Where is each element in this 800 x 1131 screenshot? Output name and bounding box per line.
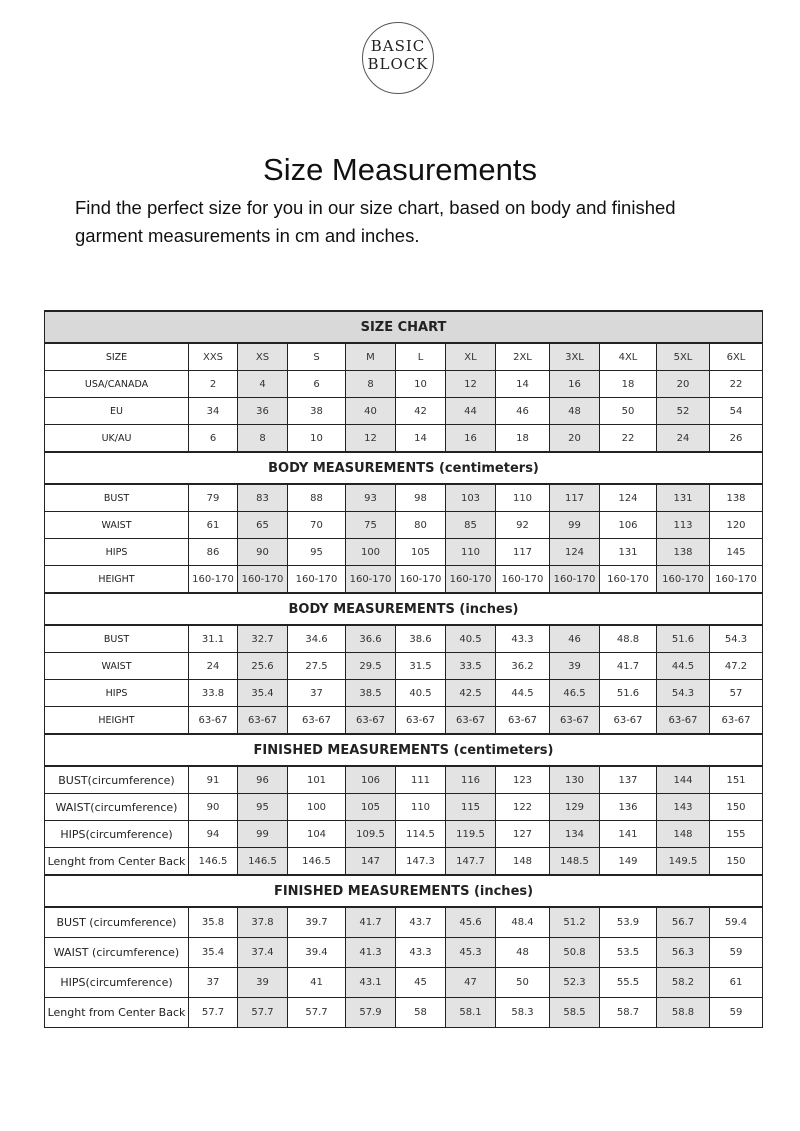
table-cell: 134 xyxy=(550,821,600,848)
measurement-row xyxy=(45,821,763,848)
table-cell: 46.5 xyxy=(550,680,600,707)
table-cell: 58.3 xyxy=(496,998,550,1028)
table-cell: 63-67 xyxy=(657,707,710,735)
size-chart-table xyxy=(44,310,763,1028)
measurement-row xyxy=(45,539,763,566)
table-cell: 98 xyxy=(396,484,446,512)
table-cell: 48 xyxy=(496,938,550,968)
table-cell: 18 xyxy=(600,371,657,398)
logo-line-1: BASIC xyxy=(370,37,426,55)
row-label: BUST xyxy=(45,484,189,512)
table-cell: 109.5 xyxy=(346,821,396,848)
table-cell: 48.4 xyxy=(496,907,550,938)
table-cell: 147.7 xyxy=(446,848,496,876)
table-cell: 90 xyxy=(189,794,238,821)
table-cell: 58.1 xyxy=(446,998,496,1028)
table-cell: 117 xyxy=(550,484,600,512)
table-cell: 138 xyxy=(657,539,710,566)
table-cell: 40.5 xyxy=(446,625,496,653)
table-cell: 141 xyxy=(600,821,657,848)
table-cell: 149 xyxy=(600,848,657,876)
table-cell: 46 xyxy=(496,398,550,425)
measurement-row xyxy=(45,998,763,1028)
table-cell: 35.8 xyxy=(189,907,238,938)
table-cell: 36.2 xyxy=(496,653,550,680)
table-cell: 26 xyxy=(710,425,763,453)
table-cell: 122 xyxy=(496,794,550,821)
table-cell: 4 xyxy=(238,371,288,398)
row-label: BUST (circumference) xyxy=(45,907,189,938)
table-cell: 116 xyxy=(446,766,496,794)
table-cell: 160-170 xyxy=(600,566,657,594)
table-cell: 124 xyxy=(600,484,657,512)
table-cell: 63-67 xyxy=(550,707,600,735)
table-cell: 149.5 xyxy=(657,848,710,876)
table-cell: 38 xyxy=(288,398,346,425)
table-cell: 44 xyxy=(446,398,496,425)
table-cell: 115 xyxy=(446,794,496,821)
table-cell: 111 xyxy=(396,766,446,794)
table-cell: 10 xyxy=(396,371,446,398)
table-cell: 150 xyxy=(710,794,763,821)
table-cell: 147 xyxy=(346,848,396,876)
table-cell: 32.7 xyxy=(238,625,288,653)
table-cell: 119.5 xyxy=(446,821,496,848)
table-cell: 52 xyxy=(657,398,710,425)
conversion-row xyxy=(45,371,763,398)
table-cell: 47.2 xyxy=(710,653,763,680)
table-cell: 27.5 xyxy=(288,653,346,680)
table-cell: 160-170 xyxy=(446,566,496,594)
table-cell: 50.8 xyxy=(550,938,600,968)
table-cell: 33.8 xyxy=(189,680,238,707)
section-header xyxy=(45,593,763,625)
table-cell: 46 xyxy=(550,625,600,653)
table-cell: 146.5 xyxy=(288,848,346,876)
table-cell: L xyxy=(396,343,446,371)
table-cell: 43.3 xyxy=(496,625,550,653)
table-cell: 146.5 xyxy=(189,848,238,876)
table-cell: 31.1 xyxy=(189,625,238,653)
table-cell: 47 xyxy=(446,968,496,998)
table-cell: 44.5 xyxy=(657,653,710,680)
table-cell: 16 xyxy=(446,425,496,453)
row-label: HEIGHT xyxy=(45,707,189,735)
table-cell: 58 xyxy=(396,998,446,1028)
table-cell: 63-67 xyxy=(288,707,346,735)
table-cell: 14 xyxy=(396,425,446,453)
table-cell: 113 xyxy=(657,512,710,539)
table-cell: 105 xyxy=(346,794,396,821)
table-cell: 24 xyxy=(657,425,710,453)
measurement-row xyxy=(45,653,763,680)
row-label: Lenght from Center Back xyxy=(45,848,189,876)
table-cell: 10 xyxy=(288,425,346,453)
table-cell: 45.6 xyxy=(446,907,496,938)
table-cell: 41.7 xyxy=(600,653,657,680)
table-cell: 52.3 xyxy=(550,968,600,998)
size-chart-header xyxy=(45,311,763,343)
table-cell: 42.5 xyxy=(446,680,496,707)
table-cell: 48 xyxy=(550,398,600,425)
table-cell: 83 xyxy=(238,484,288,512)
table-cell: 129 xyxy=(550,794,600,821)
table-cell: 137 xyxy=(600,766,657,794)
table-cell: 16 xyxy=(550,371,600,398)
table-cell: 120 xyxy=(710,512,763,539)
table-cell: 160-170 xyxy=(238,566,288,594)
table-cell: 99 xyxy=(238,821,288,848)
table-cell: 34.6 xyxy=(288,625,346,653)
size-chart-header-cell: SIZE CHART xyxy=(45,311,763,343)
section-header xyxy=(45,452,763,484)
section-header-cell: FINISHED MEASUREMENTS (inches) xyxy=(45,875,763,907)
table-cell: 39.7 xyxy=(288,907,346,938)
section-header xyxy=(45,875,763,907)
row-label: HEIGHT xyxy=(45,566,189,594)
table-cell: 91 xyxy=(189,766,238,794)
table-cell: 6 xyxy=(189,425,238,453)
row-label: USA/CANADA xyxy=(45,371,189,398)
table-cell: 58.8 xyxy=(657,998,710,1028)
table-cell: 41 xyxy=(288,968,346,998)
table-cell: 58.5 xyxy=(550,998,600,1028)
table-cell: 148.5 xyxy=(550,848,600,876)
table-cell: 127 xyxy=(496,821,550,848)
table-cell: 131 xyxy=(600,539,657,566)
table-cell: 59.4 xyxy=(710,907,763,938)
table-cell: 150 xyxy=(710,848,763,876)
table-cell: 50 xyxy=(600,398,657,425)
table-cell: 40.5 xyxy=(396,680,446,707)
table-cell: 3XL xyxy=(550,343,600,371)
table-cell: 59 xyxy=(710,998,763,1028)
table-cell: 51.6 xyxy=(657,625,710,653)
table-cell: 57.9 xyxy=(346,998,396,1028)
table-cell: 29.5 xyxy=(346,653,396,680)
table-cell: 2XL xyxy=(496,343,550,371)
table-cell: 100 xyxy=(346,539,396,566)
table-cell: 148 xyxy=(657,821,710,848)
table-cell: 114.5 xyxy=(396,821,446,848)
table-cell: 41.3 xyxy=(346,938,396,968)
logo-line-2: BLOCK xyxy=(367,55,429,73)
section-header-cell: FINISHED MEASUREMENTS (centimeters) xyxy=(45,734,763,766)
table-cell: 146.5 xyxy=(238,848,288,876)
table-cell: 43.3 xyxy=(396,938,446,968)
measurement-row xyxy=(45,968,763,998)
table-cell: 61 xyxy=(710,968,763,998)
table-cell: 55.5 xyxy=(600,968,657,998)
table-cell: 53.5 xyxy=(600,938,657,968)
table-cell: 90 xyxy=(238,539,288,566)
table-cell: 104 xyxy=(288,821,346,848)
table-cell: M xyxy=(346,343,396,371)
table-cell: 20 xyxy=(657,371,710,398)
table-cell: 145 xyxy=(710,539,763,566)
table-cell: 136 xyxy=(600,794,657,821)
row-label: WAIST (circumference) xyxy=(45,938,189,968)
table-cell: 160-170 xyxy=(550,566,600,594)
table-cell: 36.6 xyxy=(346,625,396,653)
table-cell: 39 xyxy=(550,653,600,680)
table-cell: 123 xyxy=(496,766,550,794)
table-cell: 110 xyxy=(446,539,496,566)
table-cell: 4XL xyxy=(600,343,657,371)
table-cell: 63-67 xyxy=(446,707,496,735)
table-cell: 35.4 xyxy=(238,680,288,707)
measurement-row xyxy=(45,484,763,512)
table-cell: 36 xyxy=(238,398,288,425)
table-cell: 59 xyxy=(710,938,763,968)
table-cell: 39 xyxy=(238,968,288,998)
row-label: BUST xyxy=(45,625,189,653)
sizes-row xyxy=(45,343,763,371)
table-cell: 117 xyxy=(496,539,550,566)
row-label: HIPS xyxy=(45,680,189,707)
table-cell: 75 xyxy=(346,512,396,539)
table-cell: 31.5 xyxy=(396,653,446,680)
table-cell: S xyxy=(288,343,346,371)
row-label: WAIST(circumference) xyxy=(45,794,189,821)
table-cell: 45 xyxy=(396,968,446,998)
row-label: SIZE xyxy=(45,343,189,371)
brand-logo xyxy=(362,22,434,94)
row-label: UK/AU xyxy=(45,425,189,453)
table-cell: 80 xyxy=(396,512,446,539)
measurement-row xyxy=(45,707,763,735)
table-cell: 37.4 xyxy=(238,938,288,968)
table-cell: 160-170 xyxy=(710,566,763,594)
table-cell: 54 xyxy=(710,398,763,425)
measurement-row xyxy=(45,625,763,653)
section-header-cell: BODY MEASUREMENTS (inches) xyxy=(45,593,763,625)
table-cell: 34 xyxy=(189,398,238,425)
table-cell: 57.7 xyxy=(238,998,288,1028)
row-label: WAIST xyxy=(45,653,189,680)
table-cell: 106 xyxy=(600,512,657,539)
table-cell: 25.6 xyxy=(238,653,288,680)
table-cell: 33.5 xyxy=(446,653,496,680)
row-label: Lenght from Center Back xyxy=(45,998,189,1028)
table-cell: 95 xyxy=(288,539,346,566)
table-cell: 22 xyxy=(710,371,763,398)
table-cell: 61 xyxy=(189,512,238,539)
table-cell: 124 xyxy=(550,539,600,566)
table-cell: 50 xyxy=(496,968,550,998)
table-cell: 65 xyxy=(238,512,288,539)
table-cell: 58.2 xyxy=(657,968,710,998)
table-cell: 37.8 xyxy=(238,907,288,938)
table-cell: 151 xyxy=(710,766,763,794)
table-cell: 160-170 xyxy=(189,566,238,594)
table-cell: 96 xyxy=(238,766,288,794)
table-cell: 35.4 xyxy=(189,938,238,968)
measurement-row xyxy=(45,938,763,968)
table-cell: 63-67 xyxy=(600,707,657,735)
table-cell: 88 xyxy=(288,484,346,512)
row-label: BUST(circumference) xyxy=(45,766,189,794)
table-cell: 8 xyxy=(238,425,288,453)
table-cell: 45.3 xyxy=(446,938,496,968)
table-cell: 70 xyxy=(288,512,346,539)
table-cell: 38.5 xyxy=(346,680,396,707)
table-cell: 18 xyxy=(496,425,550,453)
table-cell: 43.7 xyxy=(396,907,446,938)
table-cell: 79 xyxy=(189,484,238,512)
table-cell: 63-67 xyxy=(710,707,763,735)
table-cell: 37 xyxy=(288,680,346,707)
table-cell: 48.8 xyxy=(600,625,657,653)
table-cell: 42 xyxy=(396,398,446,425)
table-cell: 57.7 xyxy=(189,998,238,1028)
row-label: EU xyxy=(45,398,189,425)
table-cell: 63-67 xyxy=(396,707,446,735)
measurement-row xyxy=(45,680,763,707)
table-cell: 63-67 xyxy=(189,707,238,735)
table-cell: 106 xyxy=(346,766,396,794)
measurement-row xyxy=(45,794,763,821)
row-label: HIPS(circumference) xyxy=(45,821,189,848)
table-cell: 85 xyxy=(446,512,496,539)
table-cell: 20 xyxy=(550,425,600,453)
table-cell: 51.6 xyxy=(600,680,657,707)
table-cell: 63-67 xyxy=(238,707,288,735)
table-cell: 56.7 xyxy=(657,907,710,938)
table-cell: 110 xyxy=(396,794,446,821)
measurement-row xyxy=(45,907,763,938)
table-cell: 94 xyxy=(189,821,238,848)
table-cell: 58.7 xyxy=(600,998,657,1028)
table-cell: 95 xyxy=(238,794,288,821)
table-cell: 103 xyxy=(446,484,496,512)
section-header xyxy=(45,734,763,766)
table-cell: 63-67 xyxy=(346,707,396,735)
table-cell: 131 xyxy=(657,484,710,512)
measurement-row xyxy=(45,512,763,539)
section-header-cell: BODY MEASUREMENTS (centimeters) xyxy=(45,452,763,484)
table-cell: 24 xyxy=(189,653,238,680)
page-title: Size Measurements xyxy=(263,152,537,187)
table-cell: 39.4 xyxy=(288,938,346,968)
table-cell: 138 xyxy=(710,484,763,512)
table-cell: 5XL xyxy=(657,343,710,371)
measurement-row xyxy=(45,848,763,876)
table-cell: 37 xyxy=(189,968,238,998)
row-label: WAIST xyxy=(45,512,189,539)
table-cell: 56.3 xyxy=(657,938,710,968)
table-cell: 41.7 xyxy=(346,907,396,938)
table-cell: 100 xyxy=(288,794,346,821)
table-cell: XL xyxy=(446,343,496,371)
table-cell: 12 xyxy=(446,371,496,398)
table-cell: 144 xyxy=(657,766,710,794)
table-cell: 57 xyxy=(710,680,763,707)
table-cell: 92 xyxy=(496,512,550,539)
conversion-row xyxy=(45,425,763,453)
table-cell: 155 xyxy=(710,821,763,848)
table-cell: 160-170 xyxy=(346,566,396,594)
table-cell: 160-170 xyxy=(288,566,346,594)
table-cell: 53.9 xyxy=(600,907,657,938)
table-cell: 130 xyxy=(550,766,600,794)
table-cell: 86 xyxy=(189,539,238,566)
row-label: HIPS xyxy=(45,539,189,566)
table-cell: 43.1 xyxy=(346,968,396,998)
table-cell: 40 xyxy=(346,398,396,425)
page-subtitle: Find the perfect size for you in our size chart, based on body and finished garment measurements in cm and inches. xyxy=(75,197,676,246)
table-cell: 51.2 xyxy=(550,907,600,938)
table-cell: 160-170 xyxy=(396,566,446,594)
table-cell: 105 xyxy=(396,539,446,566)
table-cell: 110 xyxy=(496,484,550,512)
table-cell: 99 xyxy=(550,512,600,539)
conversion-row xyxy=(45,398,763,425)
table-cell: 38.6 xyxy=(396,625,446,653)
table-cell: 54.3 xyxy=(657,680,710,707)
table-cell: 44.5 xyxy=(496,680,550,707)
table-cell: 147.3 xyxy=(396,848,446,876)
table-cell: 14 xyxy=(496,371,550,398)
measurement-row xyxy=(45,566,763,594)
table-cell: 101 xyxy=(288,766,346,794)
table-cell: 6XL xyxy=(710,343,763,371)
table-cell: 8 xyxy=(346,371,396,398)
table-cell: XXS xyxy=(189,343,238,371)
table-cell: XS xyxy=(238,343,288,371)
table-cell: 2 xyxy=(189,371,238,398)
table-cell: 143 xyxy=(657,794,710,821)
table-cell: 160-170 xyxy=(496,566,550,594)
table-cell: 63-67 xyxy=(496,707,550,735)
measurement-row xyxy=(45,766,763,794)
table-cell: 22 xyxy=(600,425,657,453)
table-cell: 148 xyxy=(496,848,550,876)
table-cell: 54.3 xyxy=(710,625,763,653)
table-cell: 57.7 xyxy=(288,998,346,1028)
table-cell: 6 xyxy=(288,371,346,398)
table-cell: 93 xyxy=(346,484,396,512)
table-cell: 12 xyxy=(346,425,396,453)
table-cell: 160-170 xyxy=(657,566,710,594)
row-label: HIPS(circumference) xyxy=(45,968,189,998)
